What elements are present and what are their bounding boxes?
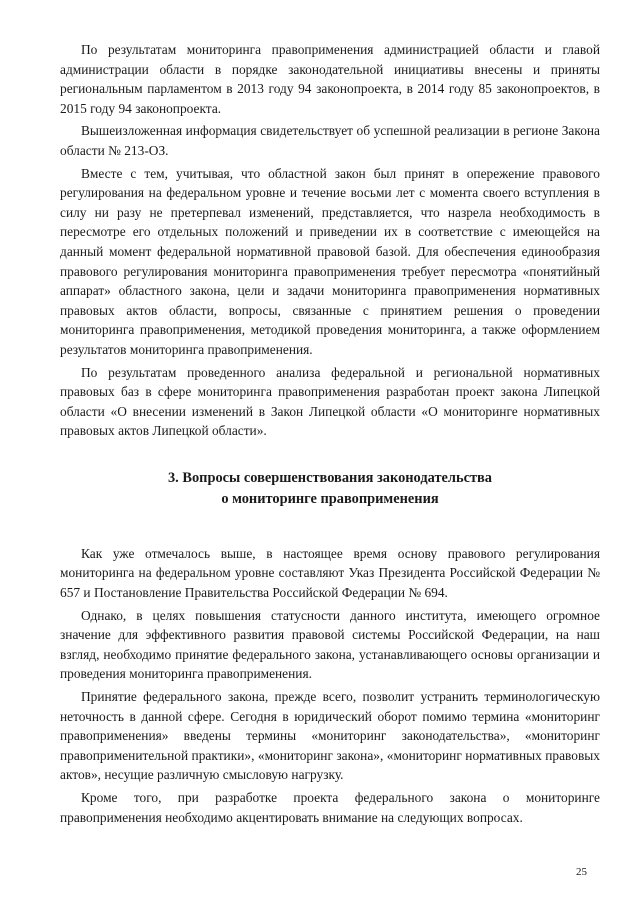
document-page <box>60 40 600 830</box>
section-heading-line-1: 3. Вопросы совершенствования законодательства <box>167 469 493 486</box>
paragraph-key-questions: Кроме того, при разработке проекта федерального закона о мониторинге правоприменения необходимо акцентировать внимание на следующих вопросах. <box>60 790 600 825</box>
section-heading-line-2: о мониторинге правоприменения <box>221 490 439 507</box>
page-number: 25 <box>576 866 587 878</box>
paragraph-successful-implementation: Вышеизложенная информация свидетельствует об успешной реализации в регионе Закона области № 213-ОЗ. <box>60 123 600 158</box>
paragraph-federal-basis: Как уже отмечалось выше, в настоящее время основу правового регулирования мониторинга на федеральном уровне составляют Указ Президента Российской Федерации № 657 и Постановление Правительства Российской Федерации № 694. <box>60 545 600 601</box>
paragraph-draft-law: По результатам проведенного анализа федеральной и региональной нормативных правовых баз в сфере мониторинга правоприменения разработан проект закона Липецкой области «О внесении изменений в Закон Липецкой области «О мониторинге нормативных правовых актов Липецкой области». <box>60 364 600 439</box>
section-heading <box>60 468 600 510</box>
paragraph-monitoring-results: По результатам мониторинга правоприменения администрацией области и главой администрации области в порядке законодательной инициативы внесены и приняты региональным парламентом в 2013 году 94 законопроекта, в 2014 году 85 законопроектов, в 2015 году 94 законопроекта. <box>60 42 600 116</box>
paragraph-regional-law-revision: Вместе с тем, учитывая, что областной закон был принят в опережение правового регулирования на федеральном уровне и течение восьми лет с момента своего вступления в силу ни разу не претерпевал изменений, представляется, что назрела необходимость в пересмотре его отдельных положений и приведении их в соответствие с имеющейся на данный момент федеральной нормативной правовой базой. Для обеспечения единообразия правового регулирования мониторинга правоприменения требует пересмотра «понятийный аппарат» областного закона, цели и задачи мониторинга правоприменения нормативных правовых актов области, вопросы, связанные с принятием решения о проведении мониторинга правоприменения, методикой проведения мониторинга, а также оформлением результатов мониторинга правоприменения. <box>60 165 600 357</box>
paragraph-federal-law-need: Однако, в целях повышения статусности данного института, имеющего огромное значение для эффективного развития правовой системы Российской Федерации, на наш взгляд, необходимо принятие федерального закона, устанавливающего основы организации и проведения мониторинга правоприменения. <box>60 607 600 682</box>
paragraph-terminology: Принятие федерального закона, прежде всего, позволит устранить терминологическую неточность в данной сфере. Сегодня в юридический оборот помимо термина «мониторинг правоприменения» введены термины «мониторинг законодательства», «мониторинг правоприменительной практики», «мониторинг закона», «мониторинг нормативных правовых актов», несущие различную смысловую нагрузку. <box>60 689 600 783</box>
